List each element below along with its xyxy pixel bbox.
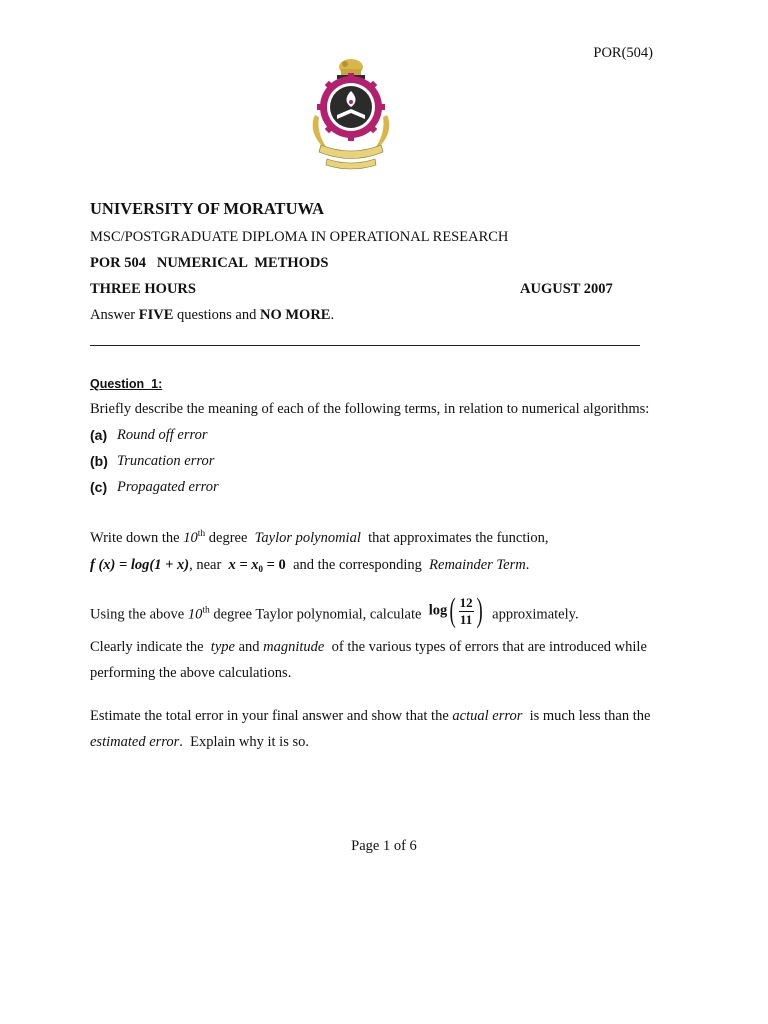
- programme-title: MSC/POSTGRADUATE DIPLOMA IN OPERATIONAL RESEARCH: [90, 229, 509, 245]
- item-label: (c): [90, 479, 108, 495]
- motto-scroll: [319, 145, 383, 159]
- item-text: Round off error: [117, 427, 208, 443]
- estimate-paragraph-line-1: Estimate the total error in your final answer and show that the actual error is much less than the: [90, 708, 651, 724]
- question-intro: Briefly describe the meaning of each of the following terms, in relation to numerical algorithms:: [90, 401, 650, 417]
- university-name: UNIVERSITY OF MORATUWA: [90, 199, 325, 218]
- function-formula: f (x) = log(1 + x): [90, 557, 190, 573]
- errors-paragraph-line-1: Clearly indicate the type and magnitude of the various types of errors that are introduced while: [90, 639, 647, 655]
- estimate-paragraph-line-2: estimated error. Explain why it is so.: [90, 734, 309, 750]
- university-crest-logo: [305, 55, 397, 173]
- item-label: (b): [90, 453, 108, 469]
- page-number: Page 1 of 6: [351, 838, 417, 854]
- name-banner: [326, 159, 376, 169]
- function-paragraph: f (x) = log(1 + x), near $x = x_0 = 0$ and the corresponding Remainder Term.: [90, 557, 530, 574]
- item-text: Truncation error: [117, 453, 215, 469]
- exam-duration: THREE HOURS: [90, 281, 196, 297]
- exam-date: AUGUST 2007: [520, 281, 613, 297]
- log-fraction: log( $\frac{12}{11}$ ): [428, 592, 483, 629]
- expansion-point: x = x: [228, 557, 259, 573]
- taylor-paragraph: Write down the 10th degree Taylor polynomial that approximates the function,: [90, 529, 549, 546]
- item-text: Propagated error: [117, 479, 219, 495]
- errors-paragraph-line-2: performing the above calculations.: [90, 665, 292, 681]
- course-title: POR 504 NUMERICAL METHODS: [90, 255, 329, 271]
- document-code: POR(504): [593, 45, 653, 61]
- item-label: (a): [90, 427, 108, 443]
- exam-instruction: Answer FIVE questions and NO MORE.: [90, 307, 335, 323]
- question-heading: Question 1:: [90, 377, 163, 391]
- gear-ring-icon: [317, 73, 385, 141]
- calculate-paragraph: Using the above 10th degree Taylor polynomial, calculate log( $\frac{12}{11}$ ) approximately.: [90, 592, 579, 629]
- horizontal-rule: [90, 345, 640, 346]
